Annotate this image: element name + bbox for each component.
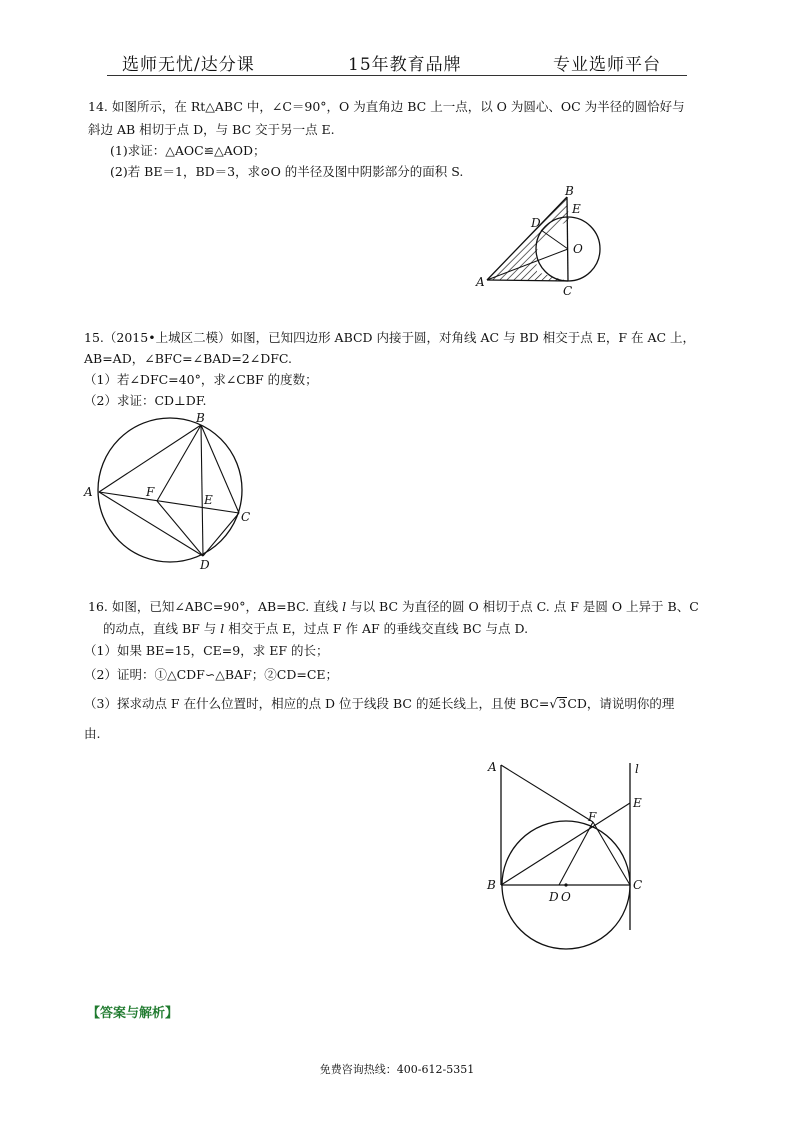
q16-part2: （2）证明：①△CDF∽△BAF；②CD=CE； bbox=[84, 667, 339, 682]
q16-part3-b: CD，请说明你的理 bbox=[567, 696, 675, 711]
q16-label-a: A bbox=[488, 760, 497, 774]
q16-label-o: O bbox=[561, 890, 571, 904]
header-center: 15年教育品牌 bbox=[348, 55, 462, 75]
q16-label-b: B bbox=[487, 878, 496, 892]
q15-line-cd bbox=[203, 513, 239, 556]
q14-label-e: E bbox=[572, 202, 581, 216]
q16-label-d: D bbox=[549, 890, 559, 904]
q15-circle bbox=[98, 418, 242, 562]
q15-label-d: D bbox=[200, 558, 210, 572]
q15-line-fd bbox=[157, 501, 203, 556]
header-rule bbox=[107, 75, 687, 76]
q16-line1 bbox=[88, 599, 699, 615]
q16-line1-a: 16. 如图，已知∠ABC=90°，AB=BC. 直线 bbox=[88, 599, 343, 614]
q15-figure bbox=[78, 410, 258, 575]
q16-sqrt-value: 3 bbox=[558, 696, 567, 711]
q15-line-ab bbox=[99, 425, 201, 492]
answer-heading: 【答案与解析】 bbox=[87, 1006, 179, 1021]
q15-line2: AB=AD，∠BFC=∠BAD=2∠DFC. bbox=[84, 351, 293, 366]
q16-part3 bbox=[84, 696, 674, 712]
q15-label-c: C bbox=[241, 510, 251, 524]
q16-line2-b: 相交于点 E，过点 F 作 AF 的垂线交直线 BC 与点 D. bbox=[224, 621, 529, 636]
q16-label-c: C bbox=[633, 878, 643, 892]
q15-line-ac bbox=[99, 492, 239, 513]
q15-part2: （2）求证：CD⊥DF. bbox=[84, 393, 207, 408]
q16-line2-l: l bbox=[220, 621, 225, 636]
q15-label-a: A bbox=[84, 485, 93, 499]
q16-figure bbox=[480, 755, 660, 955]
q14-part2: (2)若 BE＝1，BD＝3，求⊙O 的半径及图中阴影部分的面积 S. bbox=[110, 164, 464, 179]
q16-line1-l: l bbox=[342, 599, 347, 614]
q16-line1-b: 与以 BC 为直径的圆 O 相切于点 C. 点 F 是圆 O 上异于 B、C bbox=[346, 599, 699, 614]
q14-segment-do bbox=[541, 230, 568, 249]
q15-line-da bbox=[99, 492, 203, 556]
q14-shaded-region bbox=[487, 197, 569, 281]
q16-part3-a: （3）探求动点 F 在什么位置时，相应的点 D 位于线段 BC 的延长线上，且使 BC= bbox=[84, 696, 550, 711]
header-right: 专业选师平台 bbox=[553, 55, 661, 75]
q14-label-a: A bbox=[476, 275, 485, 289]
q16-sqrt-sign: √ bbox=[549, 696, 558, 711]
q15-line-fb bbox=[157, 425, 201, 501]
q15-part1: （1）若∠DFC=40°，求∠CBF 的度数； bbox=[84, 372, 318, 387]
q14-label-d: D bbox=[531, 216, 541, 230]
q16-line-fd bbox=[559, 822, 593, 885]
q16-center-dot bbox=[564, 883, 567, 886]
q16-line2 bbox=[103, 621, 528, 637]
q16-part3-end: 由. bbox=[84, 726, 101, 741]
q15-line-bd bbox=[201, 425, 203, 556]
q14-part1: (1)求证：△AOC≌△AOD； bbox=[110, 143, 266, 158]
q16-line-af bbox=[501, 765, 593, 822]
q14-label-o: O bbox=[573, 242, 583, 256]
q14-label-c: C bbox=[563, 284, 573, 297]
q16-label-e: E bbox=[633, 796, 642, 810]
q16-line2-a: 的动点，直线 BF 与 bbox=[103, 621, 221, 636]
q14-line2: 斜边 AB 相切于点 D，与 BC 交于另一点 E. bbox=[88, 122, 335, 137]
header-left: 选师无忧/达分课 bbox=[122, 55, 255, 75]
q15-line1: 15.（2015•上城区二模）如图，已知四边形 ABCD 内接于圆，对角线 AC 与 BD 相交于点 E，F 在 AC 上， bbox=[84, 330, 696, 345]
q16-line-fc bbox=[593, 822, 630, 885]
q16-part1: （1）如果 BE=15，CE=9，求 EF 的长； bbox=[84, 643, 329, 658]
q16-label-f: F bbox=[588, 810, 597, 824]
q15-label-e: E bbox=[204, 493, 213, 507]
q15-label-b: B bbox=[196, 411, 205, 425]
footer-hotline: 免费咨询热线：400-612-5351 bbox=[319, 1063, 475, 1076]
q14-line1: 14. 如图所示，在 Rt△ABC 中，∠C＝90°，O 为直角边 BC 上一点，以 O 为圆心、OC 为半径的圆恰好与 bbox=[88, 99, 685, 114]
q16-label-l: l bbox=[635, 762, 639, 776]
q14-label-b: B bbox=[565, 184, 574, 198]
q15-label-f: F bbox=[146, 485, 155, 499]
q14-figure bbox=[470, 182, 615, 297]
